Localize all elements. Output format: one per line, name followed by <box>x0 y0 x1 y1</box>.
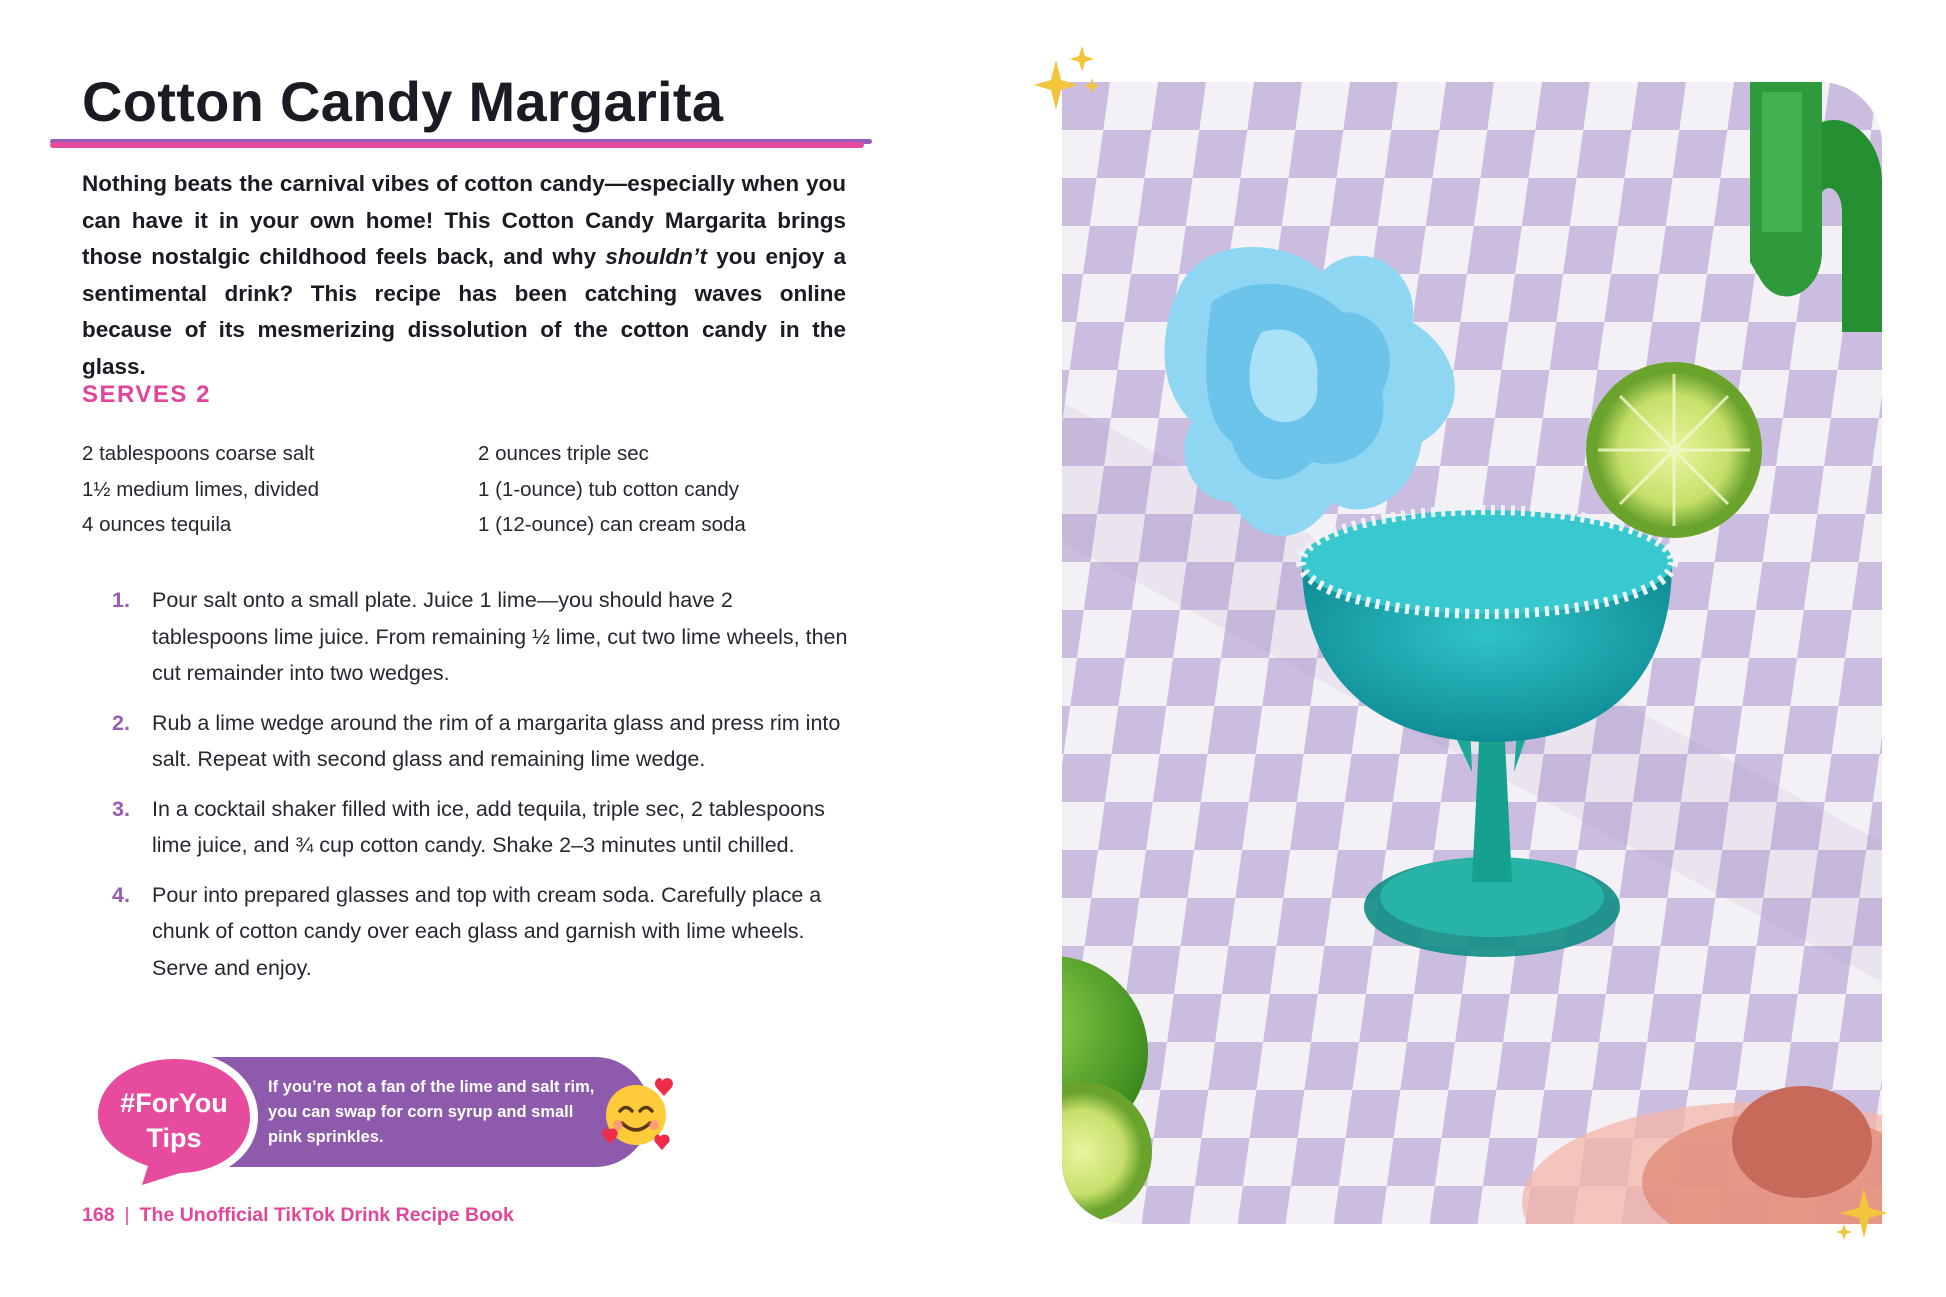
intro-text-1: Nothing beats the carnival vibes of cotton candy—especially when you can have it in your own home! This Cotton Candy Margarita brings those nostalgic childhood feels back, and why <box>82 171 846 269</box>
ingredient-item: 2 tablespoons coarse salt <box>82 442 315 465</box>
cotton-candy-margarita-photo <box>1062 82 1882 1224</box>
ingredient-list <box>82 436 822 543</box>
step-text: Rub a lime wedge around the rim of a margarita glass and press rim into salt. Repeat with second glass and remaining lime wedge. <box>152 710 841 771</box>
step-number: 3. <box>112 796 130 821</box>
ingredient-item: 1 (1-ounce) tub cotton candy <box>478 477 739 501</box>
instruction-step <box>112 877 852 987</box>
ingredient-item: 2 ounces triple sec <box>478 442 649 465</box>
serves-heading: SERVES 2 <box>82 381 211 408</box>
title-underline <box>50 142 864 148</box>
intro-text-2: you enjoy a sentimental drink? This recipe has been catching waves online because of its mesmerizing dissolution of the cotton candy in the glass. <box>82 244 846 379</box>
step-text: Pour into prepared glasses and top with cream soda. Carefully place a chunk of cotton candy over each glass and garnish with lime wheels. Serve and enjoy. <box>152 882 822 980</box>
foryou-tips-badge <box>86 1047 262 1199</box>
badge-line-1: #ForYou <box>120 1088 228 1118</box>
instruction-step <box>112 705 852 778</box>
tip-text: If you’re not a fan of the lime and salt rim, you can swap for corn syrup and small pink sprinkles. <box>268 1078 595 1146</box>
instruction-list <box>112 582 852 999</box>
step-number: 4. <box>112 882 130 907</box>
ingredient-item: 1½ medium limes, divided <box>82 477 319 501</box>
badge-line-2: Tips <box>146 1123 202 1153</box>
step-number: 2. <box>112 710 130 735</box>
page-number: 168 <box>82 1204 115 1226</box>
recipe-intro <box>82 166 846 385</box>
ingredient-item: 4 ounces tequila <box>82 513 232 536</box>
smiling-face-with-hearts-icon <box>600 1075 676 1151</box>
step-text: In a cocktail shaker filled with ice, add tequila, triple sec, 2 tablespoons lime juice, and ¾ cup cotton candy. Shake 2–3 minutes until chilled. <box>152 796 825 857</box>
recipe-title: Cotton Candy Margarita <box>82 70 724 133</box>
instruction-step <box>112 582 852 692</box>
instruction-step <box>112 791 852 864</box>
recipe-photo <box>1062 82 1882 1224</box>
ingredient-item: 1 (12-ounce) can cream soda <box>478 513 746 536</box>
step-number: 1. <box>112 588 130 612</box>
footer-separator: | <box>124 1204 130 1226</box>
intro-emphasis: shouldn’t <box>605 244 708 269</box>
step-text: Pour salt onto a small plate. Juice 1 lime—you should have 2 tablespoons lime juice. From remaining ½ lime, cut two lime wheels, then cut remainder into two wedges. <box>152 588 848 685</box>
book-title: The Unofficial TikTok Drink Recipe Book <box>139 1204 514 1226</box>
sparkle-icon <box>1034 46 1106 112</box>
page-footer <box>82 1204 514 1227</box>
sparkle-icon <box>1836 1184 1898 1246</box>
